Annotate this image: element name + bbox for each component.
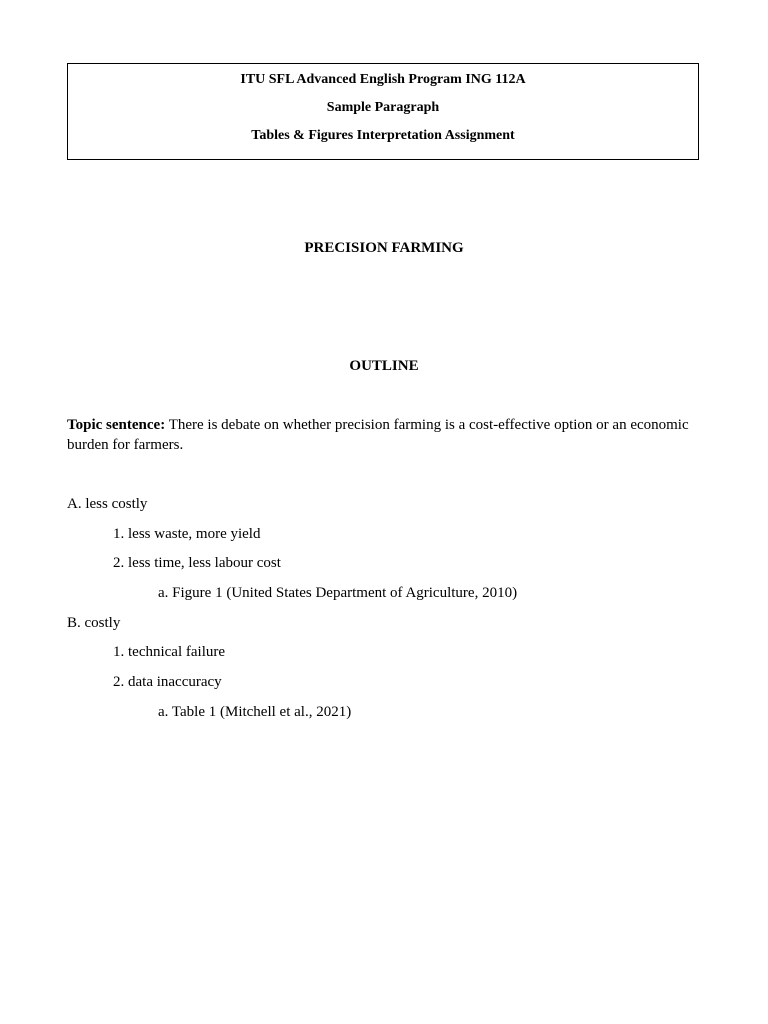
outline-heading: OUTLINE (349, 358, 419, 374)
outline-item-a2: 2. less time, less labour cost (113, 555, 281, 571)
topic-sentence-text: There is debate on whether precision farming is a cost-effective option or an economic burden for farmers. (67, 417, 689, 453)
outline-item-b2a: a. Table 1 (Mitchell et al., 2021) (158, 704, 352, 720)
outline-item-a1: 1. less waste, more yield (113, 526, 261, 542)
outline-item-b2: 2. data inaccuracy (113, 674, 222, 690)
page-title: PRECISION FARMING (304, 240, 464, 256)
document-type: Sample Paragraph (326, 100, 440, 115)
outline-item-b1: 1. technical failure (113, 644, 226, 660)
outline-item-b: B. costly (67, 615, 121, 631)
topic-sentence (67, 415, 707, 455)
outline-item-a2a: a. Figure 1 (United States Department of Agriculture, 2010) (158, 585, 518, 601)
outline-item-a: A. less costly (67, 496, 148, 512)
header-box (67, 63, 699, 160)
course-title: ITU SFL Advanced English Program ING 112A (240, 72, 526, 87)
topic-sentence-label: Topic sentence: (67, 417, 166, 433)
assignment-title: Tables & Figures Interpretation Assignment (251, 128, 515, 143)
